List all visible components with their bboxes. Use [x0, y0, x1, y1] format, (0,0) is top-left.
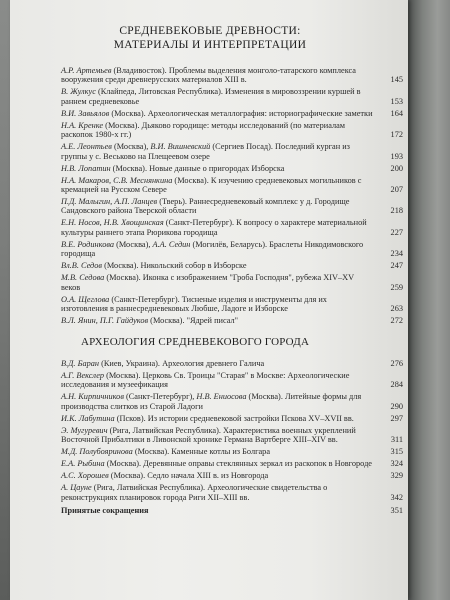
- entry-title: (Рига, Латвийская Республика). Характеристика военных укреплений Восточной Прибалтики в Ливонской хронике Германа Вартберге XIII–XIV вв.: [61, 425, 356, 445]
- entry-page-number: 247: [390, 261, 403, 271]
- entry-page-number: 164: [390, 108, 403, 118]
- entry-authors: Э. Мугуревич: [61, 425, 108, 435]
- entry-page-number: 207: [390, 185, 403, 195]
- contents-entry: [61, 471, 403, 480]
- entry-page-number: 272: [390, 316, 403, 326]
- contents-entry: [61, 392, 403, 411]
- contents-entry: [61, 121, 403, 140]
- entry-page-number: 234: [390, 249, 403, 259]
- abbreviations-page-number: 351: [390, 505, 403, 515]
- entry-authors: Вл.В. Седов: [61, 261, 102, 271]
- page-title-line-2: МАТЕРИАЛЫ И ИНТЕРПРЕТАЦИИ: [113, 39, 307, 51]
- entry-page-number: 324: [390, 459, 403, 469]
- entry-page-number: 193: [390, 151, 403, 161]
- entry-title-continued: (Москва). Литейные формы для производства слитков из Старой Ладоги: [61, 392, 362, 411]
- page-title: [20, 24, 400, 52]
- entry-page-number: 227: [390, 227, 403, 237]
- entry-title: (Псков). Из истории средневековой застройки Пскова XV–XVII вв.: [114, 413, 354, 423]
- contents-section-1: [61, 66, 403, 325]
- contents-entry: [61, 359, 403, 368]
- entry-authors: Н.В. Лопатин: [61, 163, 111, 173]
- entry-page-number: 153: [390, 96, 403, 106]
- entry-page-number: 297: [390, 413, 403, 423]
- entry-authors: А.Н. Кирпичников: [61, 392, 124, 402]
- contents-entry: [61, 295, 403, 314]
- page-title-line-1: СРЕДНЕВЕКОВЫЕ ДРЕВНОСТИ:: [119, 25, 301, 37]
- entry-title: (Москва). Каменные котлы из Болгара: [132, 447, 271, 457]
- entry-title: (Рига, Латвийская Республика). Археологические свидетельства о реконструкциях планировок города Риги XII–XIII вв.: [61, 483, 328, 502]
- entry-title: (Владивосток). Проблемы выделения монголо-татарского комплекса вооружения среди древнерусских материалов XIII в.: [61, 66, 356, 85]
- entry-authors: О.А. Щеглова: [61, 294, 110, 304]
- entry-authors: Н.А. Кренке: [61, 120, 104, 130]
- entry-title: (Клайпеда, Литовская Республика). Изменения в мировоззрении куршей в раннем средневековье: [61, 87, 361, 106]
- entry-page-number: 145: [390, 75, 403, 85]
- entry-authors-secondary: А.А. Седин: [152, 239, 191, 249]
- entry-authors-secondary: Н.В. Ениосова: [196, 392, 247, 402]
- contents-entry: [61, 142, 403, 161]
- contents-entry: [61, 371, 403, 390]
- entry-title: (Москва). Седло начала XIII в. из Новгорода: [108, 471, 269, 481]
- table-of-contents: [61, 66, 403, 515]
- entry-authors: А.С. Хорошев: [61, 471, 109, 481]
- entry-title-continued: (Могилёв, Беларусь). Браслеты Никодимовского городища: [61, 239, 364, 259]
- entry-authors: М.В. Седова: [61, 273, 105, 283]
- entry-page-number: 311: [390, 435, 403, 445]
- entry-title: (Санкт-Петербург). Тисненые изделия и инструменты для их изготовления в раннесредневековых Любше, Ладоге и Изборске: [61, 294, 327, 314]
- contents-entry: [61, 483, 403, 502]
- entry-authors: А.Е. Леонтьев: [61, 142, 112, 152]
- entry-page-number: 284: [390, 380, 403, 390]
- entry-authors: И.К. Лабутина: [61, 413, 115, 423]
- entry-authors: Н.А. Макаров, С.В. Меснянкина: [61, 175, 173, 185]
- contents-entry: [61, 176, 403, 195]
- entry-authors: А.Р. Артемьев: [61, 66, 112, 75]
- entry-page-number: 218: [390, 206, 403, 216]
- entry-page-number: 200: [390, 163, 403, 173]
- entry-title-continued: (Сергиев Посад). Последний курган из группы у с. Веськово на Плещеевом озере: [61, 142, 350, 161]
- entry-title: (Санкт-Петербург). К вопросу о характере материальной культуры раннего этапа Рюрикова городища: [61, 218, 367, 237]
- entry-title: (Москва). Новые данные о пригородах Изборска: [110, 163, 285, 173]
- contents-entry: [61, 240, 403, 259]
- contents-entry: [61, 447, 403, 456]
- entry-authors: А.Г. Векслер: [61, 370, 105, 380]
- entry-title: (Москва). Никольский собор в Изборске: [102, 261, 247, 271]
- entry-title: (Москва). "Ядрей писал": [148, 316, 239, 326]
- entry-authors: Е.А. Рыбина: [61, 459, 105, 469]
- entry-page-number: 329: [390, 471, 403, 481]
- contents-entry: [61, 261, 403, 270]
- entry-title: (Москва),: [111, 142, 151, 152]
- entry-authors: Е.Н. Носов, Н.В. Хвощинская: [61, 218, 164, 228]
- entry-title: (Москва). Археологическая металлография: историографические заметки: [109, 108, 373, 118]
- contents-entry: [61, 273, 403, 292]
- entry-title: (Москва). Дьяково городище: методы исследований (по материалам раскопок 1980-х гг.): [61, 120, 346, 140]
- entry-authors: В.И. Завьялов: [61, 108, 110, 118]
- entry-title: (Тверь). Раннесредневековый комплекс у д. Городище Сандовского района Тверской области: [61, 197, 350, 216]
- entry-authors: П.Д. Малыгин, А.П. Ланцев: [61, 197, 158, 207]
- contents-entry: [61, 197, 403, 216]
- entry-title: (Санкт-Петербург),: [123, 392, 197, 402]
- contents-entry: [61, 164, 403, 173]
- section-heading: АРХЕОЛОГИЯ СРЕДНЕВЕКОВОГО ГОРОДА: [81, 336, 310, 349]
- contents-entry: [61, 414, 403, 423]
- entry-authors: М.Д. Полубояринова: [61, 447, 133, 457]
- contents-entry: [61, 459, 403, 468]
- entry-authors: А. Цауне: [61, 483, 92, 493]
- entry-title: (Москва),: [114, 239, 153, 249]
- entry-authors-secondary: В.И. Вишневский: [150, 142, 211, 152]
- entry-title: (Москва). Церковь Св. Троицы "Старая" в Москве: Археологические исследования и музеефикация: [61, 370, 350, 390]
- entry-authors: В.Д. Баран: [61, 358, 100, 368]
- entry-title: (Москва). Деревянные оправы стеклянных зеркал из раскопок в Новгороде: [104, 459, 372, 469]
- entry-page-number: 342: [390, 492, 403, 502]
- entry-page-number: 315: [390, 447, 403, 457]
- contents-entry: [61, 87, 403, 106]
- entry-page-number: 290: [390, 401, 403, 411]
- entry-authors: В.Л. Янин, П.Г. Гайдуков: [61, 316, 149, 326]
- contents-entry: [61, 109, 403, 118]
- abbreviations-entry: [61, 506, 403, 515]
- entry-authors: В. Жулкус: [61, 87, 96, 97]
- entry-page-number: 263: [390, 304, 403, 314]
- entry-page-number: 259: [390, 282, 403, 292]
- contents-section-2: [61, 359, 403, 502]
- entry-page-number: 276: [390, 358, 403, 368]
- contents-entry: [61, 426, 403, 445]
- entry-authors: В.Е. Родинкова: [61, 239, 115, 249]
- entry-title: (Киев, Украина). Археология древнего Галича: [99, 358, 265, 368]
- contents-entry: [61, 66, 403, 85]
- contents-entry: [61, 316, 403, 325]
- contents-entry: [61, 218, 403, 237]
- adjacent-page-edge: [408, 0, 450, 600]
- entry-page-number: 172: [390, 130, 403, 140]
- entry-title: (Москва). К изучению средневековых могильников с кремацией на Русском Севере: [61, 175, 362, 195]
- abbreviations-label: Принятые сокращения: [61, 505, 149, 515]
- entry-title: (Москва). Иконка с изображением "Гроба Господня", рубежа XIV–XV веков: [61, 273, 354, 292]
